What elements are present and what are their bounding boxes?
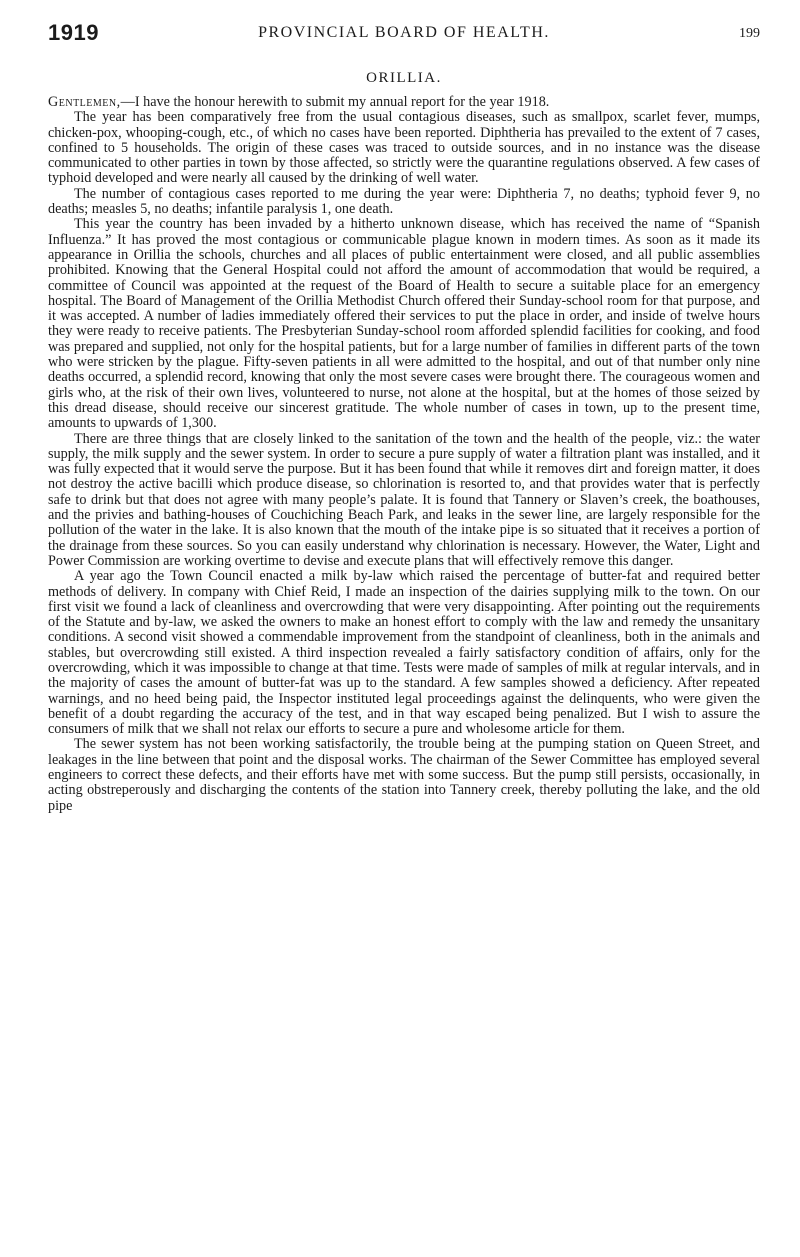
paragraph-contagious-diseases: The year has been comparatively free from the usual contagious diseases, such as smallpox, scarlet fever, mumps, chicken-pox, whooping-cough, etc., of which no cases have been reported. Diphtheria has prevailed to the extent of 7 cases, confined to 5 households. The origin of these cases was traced to outside sources, and in no instance was the disease communicated to other parties in town by those affected, so strictly were the quarantine regulations observed. A few cases of typhoid developed and were nearly all caused by the drinking of well water.	[48, 109, 760, 187]
running-head	[48, 20, 760, 50]
paragraph-case-numbers: The number of contagious cases reported to me during the year were: Diphtheria 7, no deaths; typhoid fever 9, no deaths; measles 5, no deaths; infantile paralysis 1, one death.	[48, 185, 760, 218]
report-body	[48, 95, 760, 1245]
paragraph-water-supply: There are three things that are closely linked to the sanitation of the town and the health of the people, viz.: the water supply, the milk supply and the sewer system. In order to secure a pure supply of water a filtration plant was installed, and it was fully expected that it would serve the purpose. But it has been found that while it removes dirt and foreign matter, it does not destroy the active bacilli which produce disease, so chlorination is resorted to, and that provides water that is perfectly safe to drink but that does not agree with many people’s palate. It is found that Tannery or Slaven’s creek, the boathouses, and the privies and bathing-houses of Couchiching Beach Park, and leaks in the sewer line, are largely responsible for the pollution of the water in the lake. It is also known that the mouth of the intake pipe is so situated that it receives a portion of the drainage from these sources. So you can easily understand why chlorination is necessary. However, the Water, Light and Power Commission are working overtime to devise and execute plans that will effectively remove this danger.	[48, 430, 760, 569]
salutation-text: —I have the honour herewith to submit my annual report for the year 1918.	[120, 95, 550, 110]
paragraph-influenza: This year the country has been invaded by a hitherto unknown disease, which has received the name of “Spanish Influenza.” It has proved the most contagious or communicable plague known in modern times. As soon as it made its appearance in Orillia the schools, churches and all places of public entertainment were closed, and all public assemblies prohibited. Knowing that the General Hospital could not afford the amount of accommodation that would be required, a committee of Council was appointed at the request of the Board of Health to secure a suitable place for an emergency hospital. The Board of Management of the Orillia Methodist Church offered their Sunday-school room for that purpose, and it was accepted. A number of ladies immediately offered their services to put the place in order, and inside of twelve hours they were ready to receive patients. The Presbyterian Sunday-school room afforded splendid facilities for cooking, and food was prepared and supplied, not only for the hospital patients, but for a large number of families in different parts of the town who were stricken by the plague. Fifty-seven patients in all were admitted to the hospital, and out of that number only nine deaths occurred, a splendid record, knowing that only the most severe cases were brought there. The courageous women and girls who, at the risk of their own lives, volunteered to nurse, not alone at the hospital, but at the homes of those seized by this dread disease, should receive our sincerest gratitude. The whole number of cases in town, up to the present time, amounts to upwards of 1,300.	[48, 216, 760, 432]
paragraph-sewer-system: The sewer system has not been working satisfactorily, the trouble being at the pumping station on Queen Street, and leakages in the line between that point and the disposal works. The chairman of the Sewer Committee has employed several engineers to correct these defects, and their efforts have met with some success. But the pump still persists, occasionally, in acting obstreperously and discharging the contents of the station into Tannery creek, thereby polluting the lake, and the old pipe	[48, 736, 760, 814]
salutation-lead: Gentlemen,	[48, 95, 121, 110]
page-number: 199	[739, 26, 760, 41]
salutation-paragraph	[48, 95, 760, 110]
report-page	[48, 0, 760, 1257]
running-head-year: 1919	[48, 20, 99, 45]
paragraph-milk-supply: A year ago the Town Council enacted a milk by-law which raised the percentage of butter-fat and required better methods of delivery. In company with Chief Reid, I made an inspection of the dairies supplying milk to the town. On our first visit we found a lack of cleanliness and overcrowding that were very disappointing. After pointing out the requirements of the Statute and by-law, we asked the owners to make an honest effort to comply with the law and remedy the unsanitary conditions. A second visit showed a commendable improvement from the standpoint of cleanliness, both in the animals and stables, but overcrowding still existed. A third inspection revealed a fairly satisfactory condition of affairs, only for the overcrowding, which it was impossible to change at that time. Tests were made of samples of milk at regular intervals, and in the majority of cases the amount of butter-fat was up to the standard. A few samples showed a deficiency. After repeated warnings, and no heed being paid, the Inspector instituted legal proceedings against the delinquents, who were given the benefit of a doubt regarding the accuracy of the test, and in that way escaped being penalized. But I wish to assure the consumers of milk that we shall not relax our efforts to secure a pure and wholesome article for them.	[48, 568, 760, 738]
section-title: ORILLIA.	[366, 70, 442, 86]
running-head-title: PROVINCIAL BOARD OF HEALTH.	[258, 24, 550, 41]
